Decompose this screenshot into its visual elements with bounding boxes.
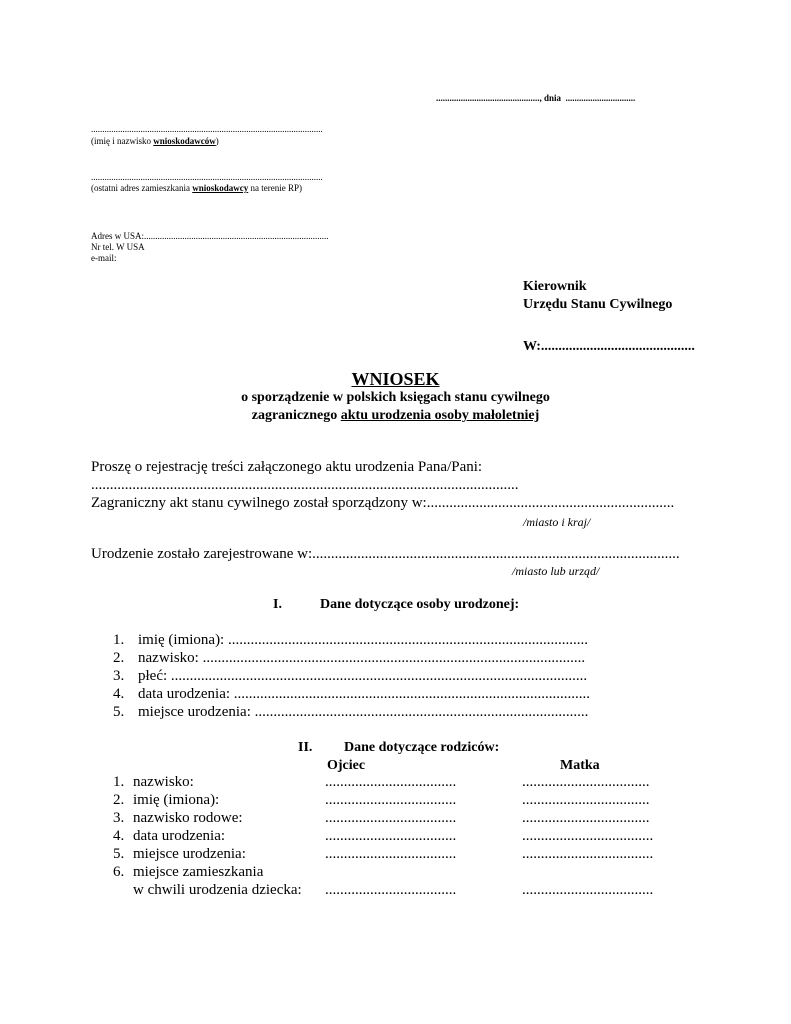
registered-text: Urodzenie zostało zarejestrowane w:.................................................................................................. xyxy=(91,546,680,562)
hint-text: (imię i nazwisko xyxy=(91,136,154,146)
page-title: WNIOSEK xyxy=(351,369,440,389)
list-item-text: nazwisko: ...................................................................................................... xyxy=(138,650,586,666)
foreign-act-text: Zagraniczny akt stanu cywilnego został sporządzony w:.................................................................. xyxy=(91,495,675,511)
father-value: ................................... xyxy=(325,882,457,898)
registered-hint: /miasto lub urząd/ xyxy=(512,564,600,578)
applicant-address-hint xyxy=(91,183,302,194)
row-label: miejsce zamieszkania xyxy=(133,864,264,880)
column-mother: Matka xyxy=(560,758,600,773)
mother-value: .................................. xyxy=(522,792,650,808)
father-value: ................................... xyxy=(325,810,457,826)
recipient-line-2: Urzędu Stanu Cywilnego xyxy=(523,297,673,312)
row-label: w chwili urodzenia dziecka: xyxy=(133,882,302,898)
section-1-number: I. xyxy=(273,597,282,612)
list-item-number: 3. xyxy=(113,668,125,684)
row-number: 5. xyxy=(113,846,125,862)
row-label: miejsce urodzenia: xyxy=(133,846,246,862)
subtitle-line-2 xyxy=(0,408,791,424)
list-item-text: data urodzenia: ............................................................................................... xyxy=(138,686,591,702)
request-text: Proszę o rejestrację treści załączonego aktu urodzenia Pana/Pani: xyxy=(91,459,483,475)
recipient-line-1: Kierownik xyxy=(523,279,587,294)
hint-text: (ostatni adres zamieszkania xyxy=(91,183,193,193)
section-2-title: Dane dotyczące rodziców: xyxy=(344,740,500,755)
row-number: 6. xyxy=(113,864,125,880)
recipient-line-3: W:............................................ xyxy=(523,339,695,354)
father-value: ................................... xyxy=(325,846,457,862)
list-item-number: 4. xyxy=(113,686,125,702)
section-1-title: Dane dotyczące osoby urodzonej: xyxy=(320,597,520,612)
place-dots: .............................................. xyxy=(436,93,540,103)
subtitle-text: zagranicznego xyxy=(251,408,341,423)
applicant-address-dots: ....................................................................................................... xyxy=(91,172,323,182)
row-number: 4. xyxy=(113,828,125,844)
hint-text: na terenie RP) xyxy=(248,183,302,193)
date-line xyxy=(436,93,635,104)
usa-phone: Nr tel. W USA xyxy=(91,242,145,252)
applicant-name-hint xyxy=(91,136,219,147)
hint-text: ) xyxy=(215,136,219,146)
hint-emphasis: wnioskodawcy xyxy=(192,183,249,193)
mother-value: ................................... xyxy=(522,846,654,862)
row-label: nazwisko rodowe: xyxy=(133,810,243,826)
date-separator: , dnia xyxy=(539,93,562,103)
section-2-number: II. xyxy=(298,740,313,755)
row-label: imię (imiona): xyxy=(133,792,220,808)
row-label: data urodzenia: xyxy=(133,828,226,844)
email-label: e-mail: xyxy=(91,253,117,263)
subtitle-line-1: o sporządzenie w polskich księgach stanu cywilnego xyxy=(241,390,550,405)
mother-value: ................................... xyxy=(522,882,654,898)
list-item-number: 1. xyxy=(113,632,125,648)
list-item-text: imię (imiona): ................................................................................................ xyxy=(138,632,588,648)
list-item-text: miejsce urodzenia: ......................................................................................... xyxy=(138,704,589,720)
row-label: nazwisko: xyxy=(133,774,194,790)
list-item-number: 2. xyxy=(113,650,125,666)
father-value: ................................... xyxy=(325,774,457,790)
mother-value: .................................. xyxy=(522,774,650,790)
hint-emphasis: wnioskodawców xyxy=(153,136,216,146)
mother-value: .................................. xyxy=(522,810,650,826)
subtitle-emphasis: aktu urodzenia osoby małoletniej xyxy=(340,408,540,423)
list-item-number: 5. xyxy=(113,704,125,720)
row-number: 1. xyxy=(113,774,125,790)
father-value: ................................... xyxy=(325,828,457,844)
applicant-name-dots: ....................................................................................................... xyxy=(91,124,323,134)
date-dots: ............................... xyxy=(565,93,636,103)
column-father: Ojciec xyxy=(327,758,366,773)
request-dots: .................................................................................................................. xyxy=(91,477,519,493)
list-item-text: płeć: ............................................................................................................... xyxy=(138,668,588,684)
father-value: ................................... xyxy=(325,792,457,808)
row-number: 3. xyxy=(113,810,125,826)
row-number: 2. xyxy=(113,792,125,808)
mother-value: ................................... xyxy=(522,828,654,844)
usa-address: Adres w USA:.................................................................................. xyxy=(91,231,329,241)
foreign-act-hint: /miasto i kraj/ xyxy=(523,515,591,529)
